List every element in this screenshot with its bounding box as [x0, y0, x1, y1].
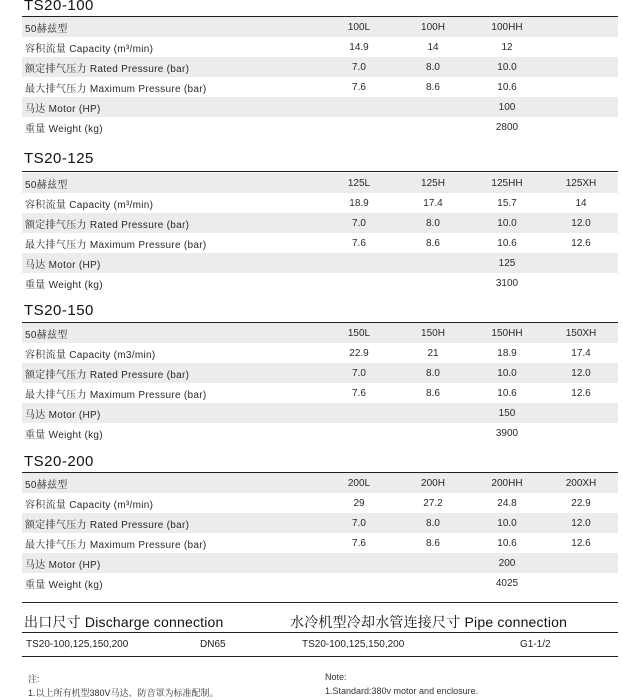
model-row	[22, 173, 618, 193]
spec-value	[544, 573, 618, 593]
spec-value	[396, 117, 470, 137]
discharge-connection-heading: 出口尺寸 Discharge connection	[24, 614, 224, 630]
spec-value	[322, 553, 396, 573]
spec-value: 10.0	[470, 213, 544, 233]
model-row	[22, 473, 618, 493]
spec-value: 200H	[396, 473, 470, 493]
spec-value: 10.6	[470, 533, 544, 553]
row-label: 最大排气压力 Maximum Pressure (bar)	[22, 77, 322, 97]
spec-value: 7.6	[322, 233, 396, 253]
spec-value: 10.6	[470, 383, 544, 403]
row-label: 重量 Weight (kg)	[22, 573, 322, 593]
row-label: 马达 Motor (HP)	[22, 97, 322, 117]
spec-value: 17.4	[396, 193, 470, 213]
note-item-en: 1.Standard:380v motor and enclosure.	[325, 686, 479, 696]
spec-value	[544, 273, 618, 293]
max-pressure-row	[22, 533, 618, 553]
spec-value: 200XH	[544, 473, 618, 493]
spec-value: 8.6	[396, 233, 470, 253]
spec-value	[322, 253, 396, 273]
spec-value: 125	[470, 253, 544, 273]
spec-value	[544, 77, 618, 97]
spec-value	[322, 273, 396, 293]
spec-value: 10.0	[470, 57, 544, 77]
motor-row	[22, 403, 618, 423]
spec-value: 150L	[322, 323, 396, 343]
spec-value: 7.0	[322, 57, 396, 77]
spec-value: 100	[470, 97, 544, 117]
spec-value: 4025	[470, 573, 544, 593]
spec-value: 200L	[322, 473, 396, 493]
spec-value	[544, 403, 618, 423]
spec-value: 150	[470, 403, 544, 423]
row-label: 最大排气压力 Maximum Pressure (bar)	[22, 233, 322, 253]
spec-table-ts20-100	[22, 17, 618, 137]
spec-value	[544, 17, 618, 37]
spec-value: 3100	[470, 273, 544, 293]
model-row	[22, 17, 618, 37]
spec-value	[322, 97, 396, 117]
spec-value: 2800	[470, 117, 544, 137]
rated-pressure-row	[22, 363, 618, 383]
row-label: 重量 Weight (kg)	[22, 117, 322, 137]
spec-value: 100H	[396, 17, 470, 37]
model-row	[22, 323, 618, 343]
max-pressure-row	[22, 383, 618, 403]
note-label-cn: 注:	[28, 674, 40, 684]
spec-value: 200HH	[470, 473, 544, 493]
capacity-row	[22, 493, 618, 513]
spec-value	[396, 253, 470, 273]
spec-table-ts20-150	[22, 323, 618, 443]
spec-value: 8.0	[396, 513, 470, 533]
spec-value: 12.6	[544, 533, 618, 553]
spec-value: 22.9	[322, 343, 396, 363]
row-label: 重量 Weight (kg)	[22, 273, 322, 293]
row-label: 额定排气压力 Rated Pressure (bar)	[22, 513, 322, 533]
section-title-ts20-125: TS20-125	[24, 150, 94, 167]
spec-value: 14	[544, 193, 618, 213]
spec-value: 8.0	[396, 57, 470, 77]
spec-value	[544, 117, 618, 137]
capacity-row	[22, 193, 618, 213]
capacity-row	[22, 343, 618, 363]
spec-value	[396, 573, 470, 593]
row-label: 容积流量 Capacity (m³/min)	[22, 37, 322, 57]
row-label: 重量 Weight (kg)	[22, 423, 322, 443]
note-label-en: Note:	[325, 672, 347, 682]
spec-value	[544, 57, 618, 77]
spec-value: 12.6	[544, 233, 618, 253]
spec-value	[322, 403, 396, 423]
spec-value: 14.9	[322, 37, 396, 57]
spec-value: 125HH	[470, 173, 544, 193]
spec-value: 15.7	[470, 193, 544, 213]
pipe-models: TS20-100,125,150,200	[302, 639, 405, 650]
weight-row	[22, 273, 618, 293]
spec-value: 125XH	[544, 173, 618, 193]
row-label: 容积流量 Capacity (m³/min)	[22, 193, 322, 213]
spec-value: 150XH	[544, 323, 618, 343]
spec-value: 8.0	[396, 363, 470, 383]
spec-value: 8.6	[396, 383, 470, 403]
connections-mid-divider	[22, 632, 618, 633]
spec-value: 12	[470, 37, 544, 57]
row-label: 额定排气压力 Rated Pressure (bar)	[22, 213, 322, 233]
spec-value: 200	[470, 553, 544, 573]
note-item-cn: 1.以上所有机型380V马达、防音罩为标准配制。	[28, 688, 219, 698]
row-label: 马达 Motor (HP)	[22, 553, 322, 573]
weight-row	[22, 573, 618, 593]
spec-value	[544, 553, 618, 573]
capacity-row	[22, 37, 618, 57]
spec-value: 12.0	[544, 513, 618, 533]
rated-pressure-row	[22, 513, 618, 533]
section-title-ts20-200: TS20-200	[24, 453, 94, 470]
spec-value: 10.6	[470, 77, 544, 97]
section-title-ts20-100: TS20-100	[24, 0, 94, 14]
spec-value: 22.9	[544, 493, 618, 513]
max-pressure-row	[22, 77, 618, 97]
spec-value: 8.0	[396, 213, 470, 233]
spec-value: 18.9	[322, 193, 396, 213]
spec-value: 7.6	[322, 533, 396, 553]
spec-value: 150HH	[470, 323, 544, 343]
spec-table-ts20-200	[22, 473, 618, 593]
row-label: 50赫兹型	[22, 173, 322, 193]
connections-top-divider	[22, 602, 618, 603]
row-label: 50赫兹型	[22, 323, 322, 343]
spec-value: 7.0	[322, 213, 396, 233]
motor-row	[22, 253, 618, 273]
spec-value	[322, 573, 396, 593]
spec-value: 100L	[322, 17, 396, 37]
row-label: 马达 Motor (HP)	[22, 253, 322, 273]
spec-value: 17.4	[544, 343, 618, 363]
spec-value	[396, 553, 470, 573]
spec-value: 150H	[396, 323, 470, 343]
weight-row	[22, 423, 618, 443]
spec-value: 14	[396, 37, 470, 57]
row-label: 最大排气压力 Maximum Pressure (bar)	[22, 383, 322, 403]
spec-value: 10.6	[470, 233, 544, 253]
rated-pressure-row	[22, 213, 618, 233]
spec-value: 125L	[322, 173, 396, 193]
spec-value: 10.0	[470, 363, 544, 383]
row-label: 额定排气压力 Rated Pressure (bar)	[22, 57, 322, 77]
spec-value: 7.0	[322, 513, 396, 533]
spec-value	[396, 423, 470, 443]
motor-row	[22, 553, 618, 573]
discharge-models: TS20-100,125,150,200	[26, 639, 129, 650]
spec-value: 7.0	[322, 363, 396, 383]
pipe-size: G1-1/2	[520, 639, 551, 650]
pipe-connection-heading: 水冷机型冷却水管连接尺寸 Pipe connection	[290, 614, 568, 630]
rated-pressure-row	[22, 57, 618, 77]
spec-value: 7.6	[322, 383, 396, 403]
spec-value: 18.9	[470, 343, 544, 363]
row-label: 马达 Motor (HP)	[22, 403, 322, 423]
spec-value	[544, 37, 618, 57]
spec-value	[544, 97, 618, 117]
spec-value	[396, 97, 470, 117]
spec-value	[544, 253, 618, 273]
spec-value: 10.0	[470, 513, 544, 533]
spec-value: 12.6	[544, 383, 618, 403]
connections-bottom-divider	[22, 656, 618, 657]
spec-value: 27.2	[396, 493, 470, 513]
row-label: 容积流量 Capacity (m³/min)	[22, 493, 322, 513]
spec-value	[396, 403, 470, 423]
spec-value	[322, 423, 396, 443]
spec-value	[322, 117, 396, 137]
spec-value: 100HH	[470, 17, 544, 37]
spec-value: 12.0	[544, 363, 618, 383]
spec-value: 21	[396, 343, 470, 363]
weight-row	[22, 117, 618, 137]
row-label: 50赫兹型	[22, 473, 322, 493]
spec-value: 12.0	[544, 213, 618, 233]
section-divider	[22, 171, 618, 172]
spec-table-ts20-125	[22, 173, 618, 293]
section-title-ts20-150: TS20-150	[24, 302, 94, 319]
spec-value	[396, 273, 470, 293]
max-pressure-row	[22, 233, 618, 253]
motor-row	[22, 97, 618, 117]
row-label: 最大排气压力 Maximum Pressure (bar)	[22, 533, 322, 553]
row-label: 容积流量 Capacity (m3/min)	[22, 343, 322, 363]
spec-value: 125H	[396, 173, 470, 193]
spec-value: 8.6	[396, 533, 470, 553]
discharge-size: DN65	[200, 639, 226, 650]
row-label: 额定排气压力 Rated Pressure (bar)	[22, 363, 322, 383]
row-label: 50赫兹型	[22, 17, 322, 37]
spec-value: 3900	[470, 423, 544, 443]
spec-value	[544, 423, 618, 443]
spec-value: 29	[322, 493, 396, 513]
spec-value: 7.6	[322, 77, 396, 97]
spec-value: 24.8	[470, 493, 544, 513]
spec-value: 8.6	[396, 77, 470, 97]
